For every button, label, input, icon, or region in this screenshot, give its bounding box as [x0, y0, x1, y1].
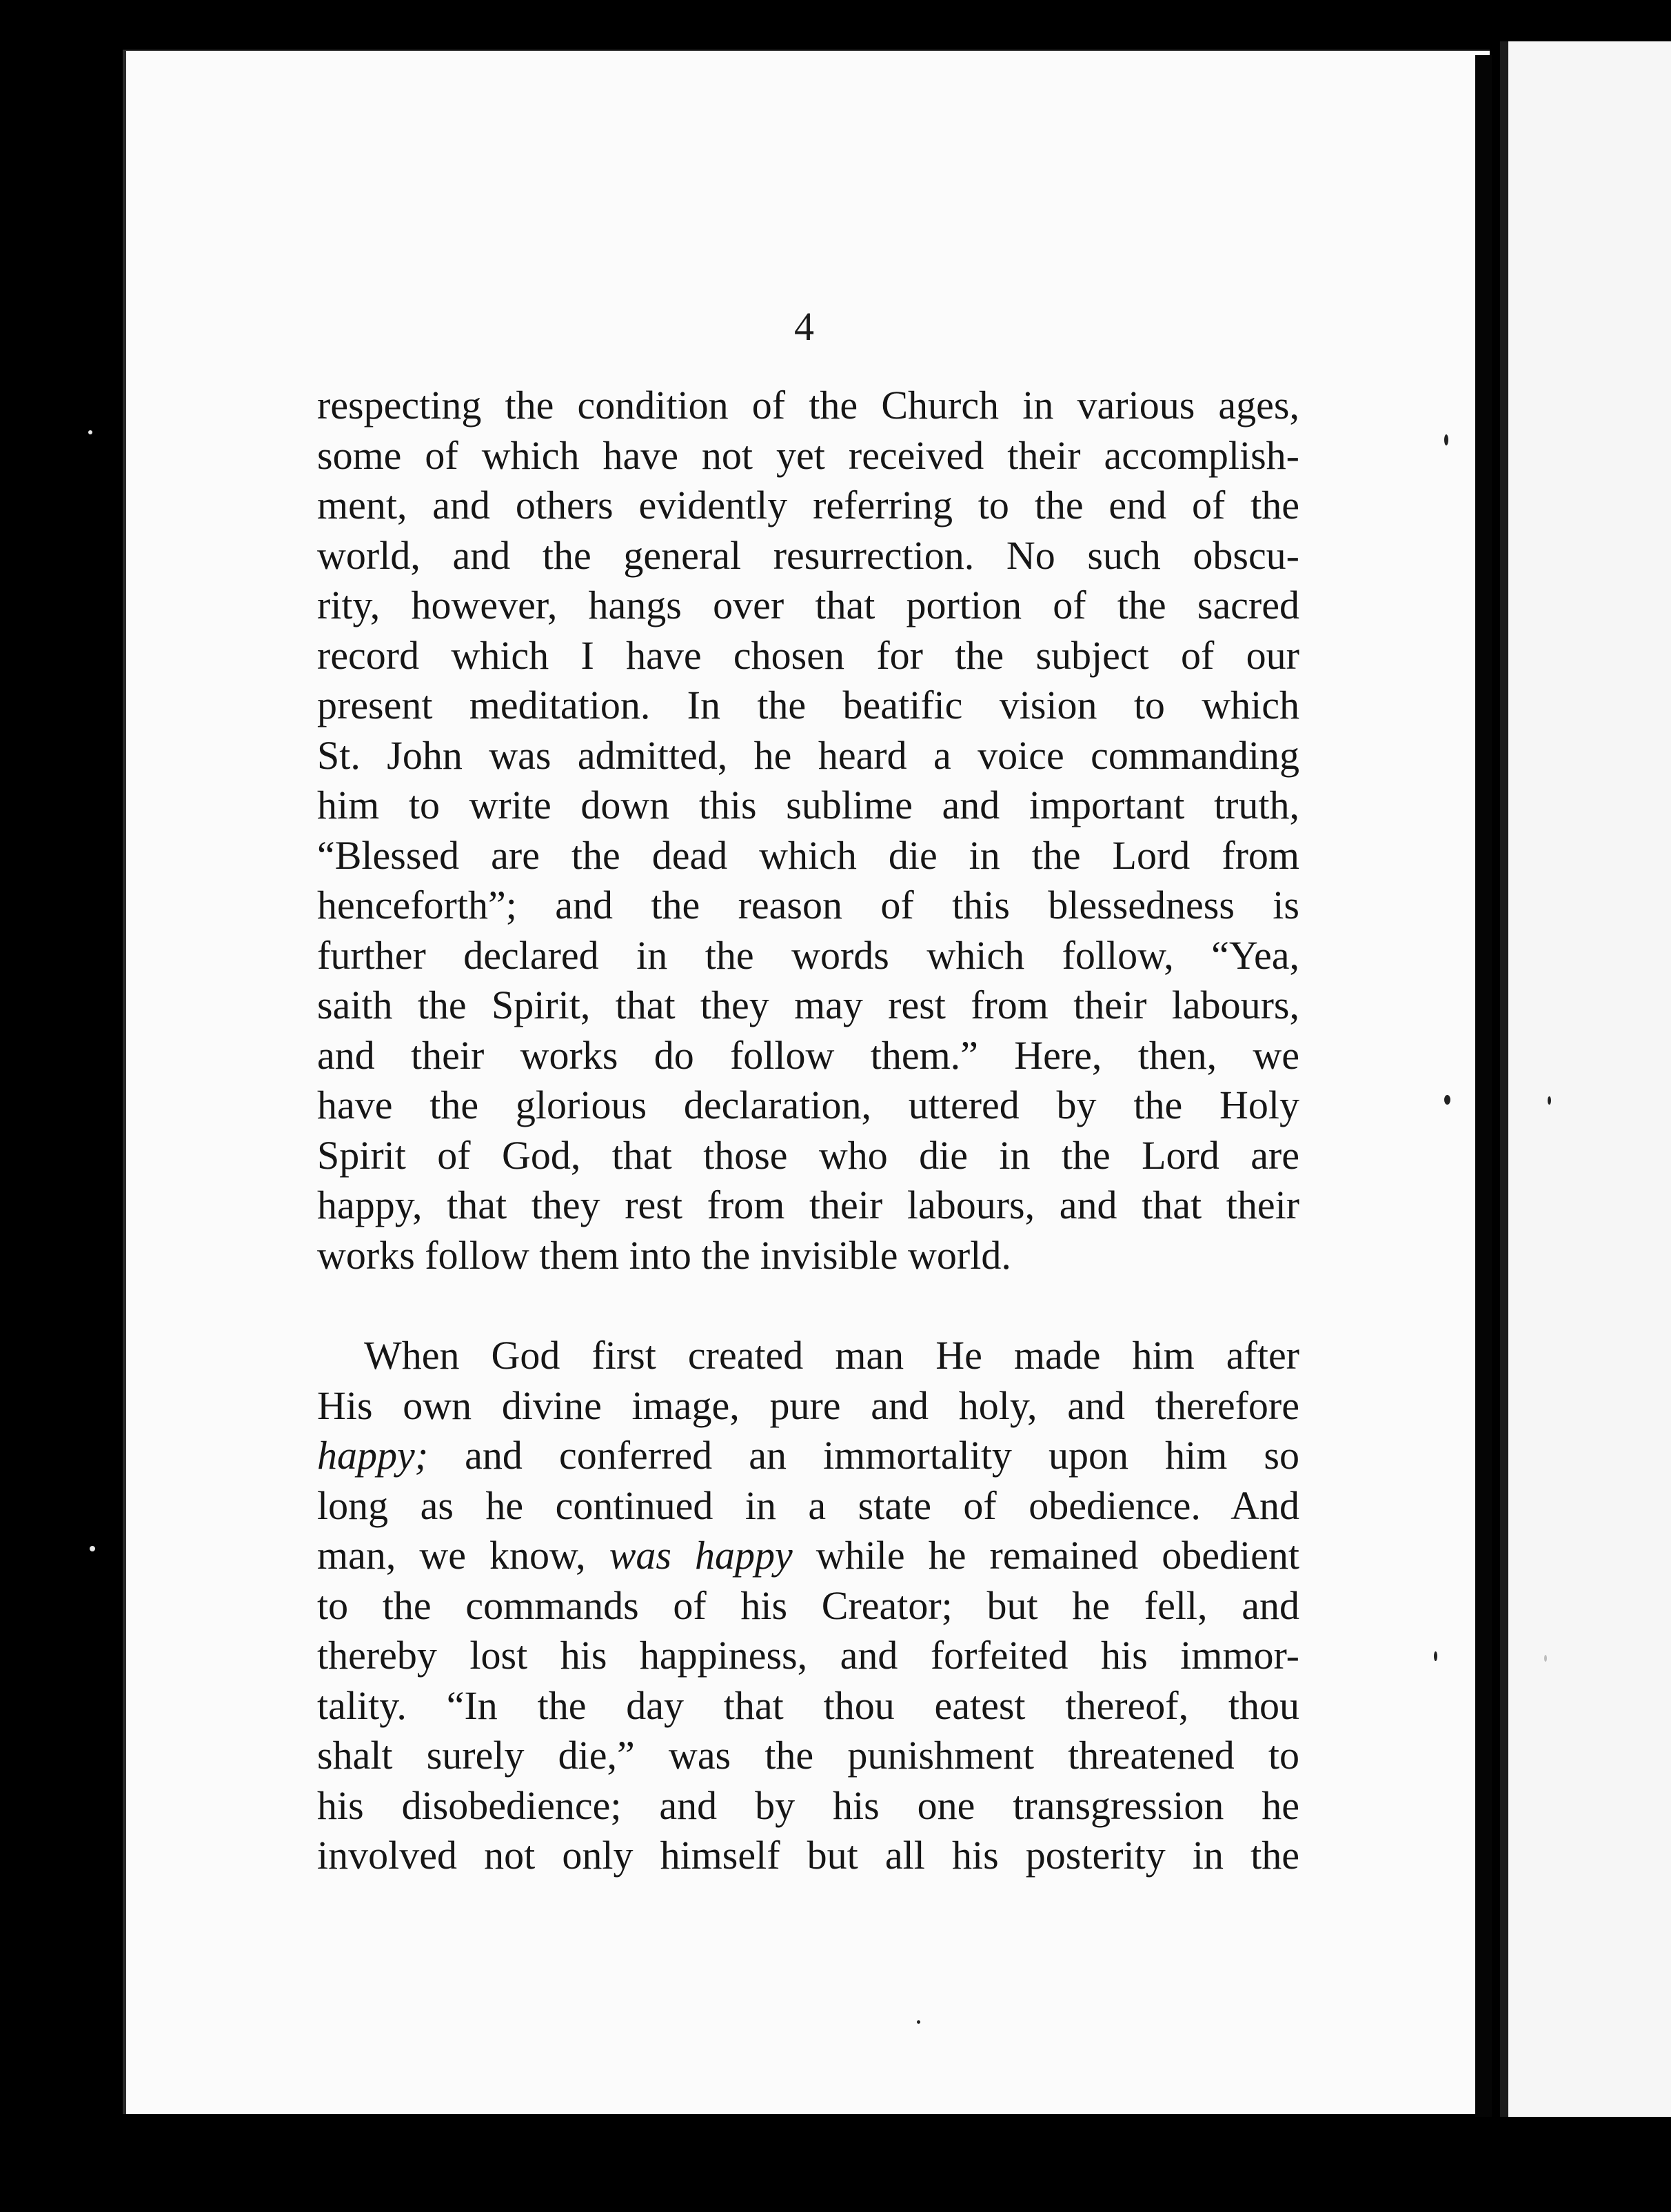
- text-line: ment, and others evidently referring to the end of the: [317, 483, 1299, 527]
- text-line: some of which have not yet received their accomplish-: [317, 432, 1299, 478]
- text-line: further declared in the words which follow, “Yea,: [317, 932, 1299, 978]
- scan-speck: [90, 1546, 95, 1551]
- text-line: works follow them into the invisible world.: [317, 1232, 1011, 1278]
- text-line: saith the Spirit, that they may rest from their labours,: [317, 983, 1299, 1027]
- text-line: [317, 1531, 1299, 1581]
- text-line: happy, that they rest from their labours, and that their: [317, 1183, 1299, 1227]
- page-number: 4: [794, 304, 814, 349]
- text-line: have the glorious declaration, uttered by the Holy: [317, 1083, 1299, 1127]
- paragraph-1: [317, 381, 1299, 1280]
- text-line: Spirit of God, that those who die in the Lord are: [317, 1132, 1299, 1178]
- next-page: [1508, 41, 1671, 2117]
- text-line: When God first created man He made him after: [364, 1333, 1299, 1378]
- text-line: his disobedience; and by his one transgression he: [317, 1782, 1299, 1828]
- text-line: shalt surely die,” was the punishment threatened to: [317, 1733, 1299, 1778]
- text-line: him to write down this sublime and important truth,: [317, 783, 1299, 827]
- scan-speck: [1444, 434, 1448, 445]
- scan-speck: [1548, 1096, 1551, 1105]
- text-line: to the commands of his Creator; but he fell, and: [317, 1582, 1299, 1628]
- text-line: world, and the general resurrection. No such obscu-: [317, 532, 1299, 578]
- text-line: St. John was admitted, he heard a voice commanding: [317, 732, 1299, 778]
- text-line: thereby lost his happiness, and forfeited his immor-: [317, 1633, 1299, 1678]
- text-line: involved not only himself but all his posterity in the: [317, 1833, 1299, 1878]
- text-line: His own divine image, pure and holy, and therefore: [317, 1382, 1299, 1428]
- italic-text: happy;: [317, 1433, 429, 1478]
- text-run: man, we know,: [317, 1533, 609, 1578]
- text-line: record which I have chosen for the subject of our: [317, 632, 1299, 678]
- scan-speck: [88, 430, 92, 434]
- text-line: long as he continued in a state of obedience. And: [317, 1482, 1299, 1528]
- text-line: henceforth”; and the reason of this blessedness is: [317, 883, 1299, 927]
- scan-speck: [1544, 1655, 1547, 1662]
- scan-speck: [1434, 1651, 1437, 1661]
- text-line: present meditation. In the beatific vision to which: [317, 683, 1299, 727]
- paragraph-2: [317, 1331, 1299, 1881]
- text-run: and conferred an immortality upon him so: [428, 1433, 1299, 1478]
- text-line: and their works do follow them.” Here, then, we: [317, 1032, 1299, 1078]
- text-line: rity, however, hangs over that portion of the sacred: [317, 583, 1299, 627]
- scan-speck: [1444, 1095, 1450, 1105]
- text-run: while he remained obedient: [792, 1533, 1300, 1578]
- text-line: tality. “In the day that thou eatest thereof, thou: [317, 1682, 1299, 1728]
- text-line: “Blessed are the dead which die in the Lord from: [317, 832, 1299, 878]
- scan-speck: [917, 2020, 920, 2024]
- text-line: [317, 1431, 1299, 1481]
- italic-text: was happy: [609, 1533, 793, 1578]
- page-gutter-shadow: [1475, 55, 1492, 2117]
- text-line: respecting the condition of the Church in various ages,: [317, 383, 1299, 428]
